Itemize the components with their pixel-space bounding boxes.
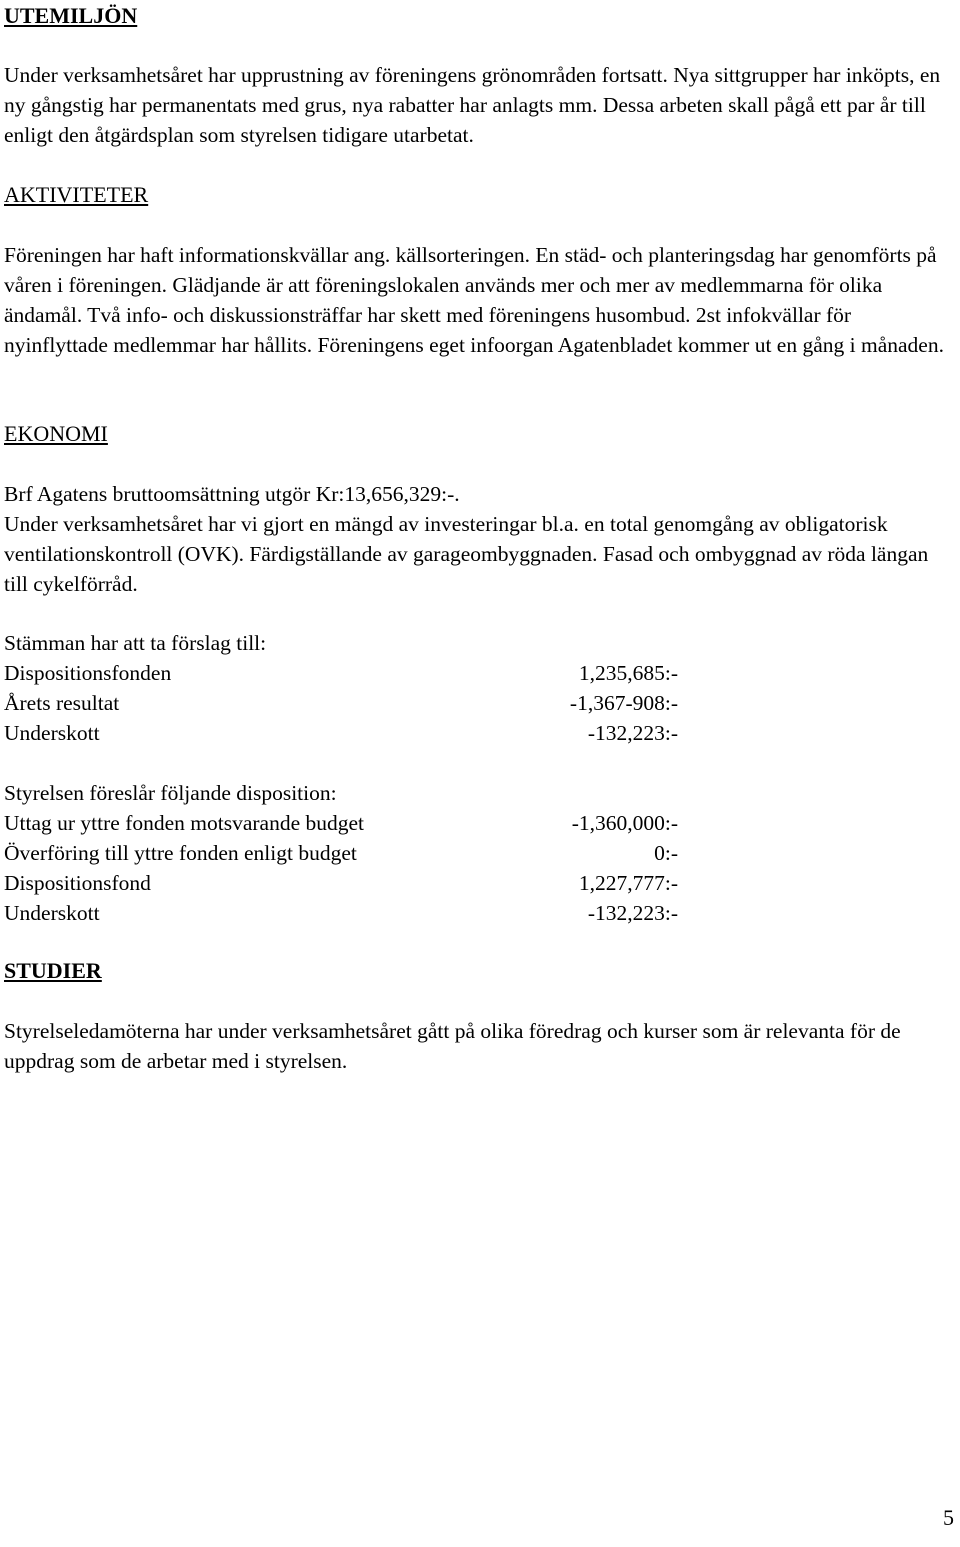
ekonomi-investments-text: Under verksamhetsåret har vi gjort en mängd av investeringar bl.a. en total genomgång av obligatorisk ventilationskontroll (OVK). Färdigställande av garageombyggnaden. Fasad och ombyggnad av röda längan till cykelförråd. (4, 512, 929, 596)
row-value: 1,235,685:- (578, 661, 678, 685)
disposition-title: Styrelsen föreslår följande disposition: (4, 781, 337, 805)
stamman-row (4, 688, 678, 718)
row-value: 1,227,777:- (578, 871, 678, 895)
stamman-row (4, 658, 678, 688)
row-value: -132,223:- (587, 721, 678, 745)
page-number: 5 (943, 1505, 954, 1530)
row-label: Dispositionsfond (4, 871, 151, 895)
row-label: Uttag ur yttre fonden motsvarande budget (4, 811, 365, 835)
stamman-title: Stämman har att ta förslag till: (4, 631, 267, 655)
paragraph-aktiviteter: Föreningen har haft informationskvällar ang. källsorteringen. En städ- och planteringsdag har genomförts på våren i föreningen. Glädjande är att föreningslokalen används mer och mer av medlemmarna för olika ändamål. Två info- och diskussionsträffar har skett med föreningens husombud. 2st infokvällar för nyinflyttade medlemmar har hållits. Föreningens eget infoorgan Agatenbladet kommer ut en gång i månaden. (4, 243, 944, 357)
disposition-block (4, 778, 704, 928)
ekonomi-turnover-line: Brf Agatens bruttoomsättning utgör Kr:13,656,329:-. (4, 482, 460, 506)
disposition-row (4, 898, 678, 928)
stamman-proposal-block (4, 628, 704, 748)
paragraph-ekonomi (4, 479, 956, 599)
row-label: Årets resultat (4, 691, 120, 715)
disposition-row (4, 838, 678, 868)
row-label: Dispositionsfonden (4, 661, 172, 685)
row-value: -132,223:- (587, 901, 678, 925)
stamman-row (4, 718, 678, 748)
disposition-row (4, 868, 678, 898)
paragraph-studier: Styrelseledamöterna har under verksamhetsåret gått på olika föredrag och kurser som är relevanta för de uppdrag som de arbetar med i styrelsen. (4, 1019, 901, 1073)
paragraph-utemiljo: Under verksamhetsåret har upprustning av föreningens grönområden fortsatt. Nya sittgrupper har inköpts, en ny gångstig har permanentats med grus, nya rabatter har anlagts mm. Dessa arbeten skall pågå ett par år till enligt den åtgärdsplan som styrelsen tidigare utarbetat. (4, 63, 941, 147)
heading-ekonomi: EKONOMI (4, 421, 108, 446)
row-value: -1,360,000:- (571, 811, 678, 835)
row-value: 0:- (654, 841, 678, 865)
row-label: Överföring till yttre fonden enligt budget (4, 841, 357, 865)
row-label: Underskott (4, 901, 100, 925)
heading-utemiljo: UTEMILJÖN (4, 3, 138, 28)
row-label: Underskott (4, 721, 100, 745)
heading-aktiviteter: AKTIVITETER (4, 182, 149, 207)
disposition-row (4, 808, 678, 838)
row-value: -1,367-908:- (569, 691, 678, 715)
heading-studier: STUDIER (4, 958, 102, 983)
